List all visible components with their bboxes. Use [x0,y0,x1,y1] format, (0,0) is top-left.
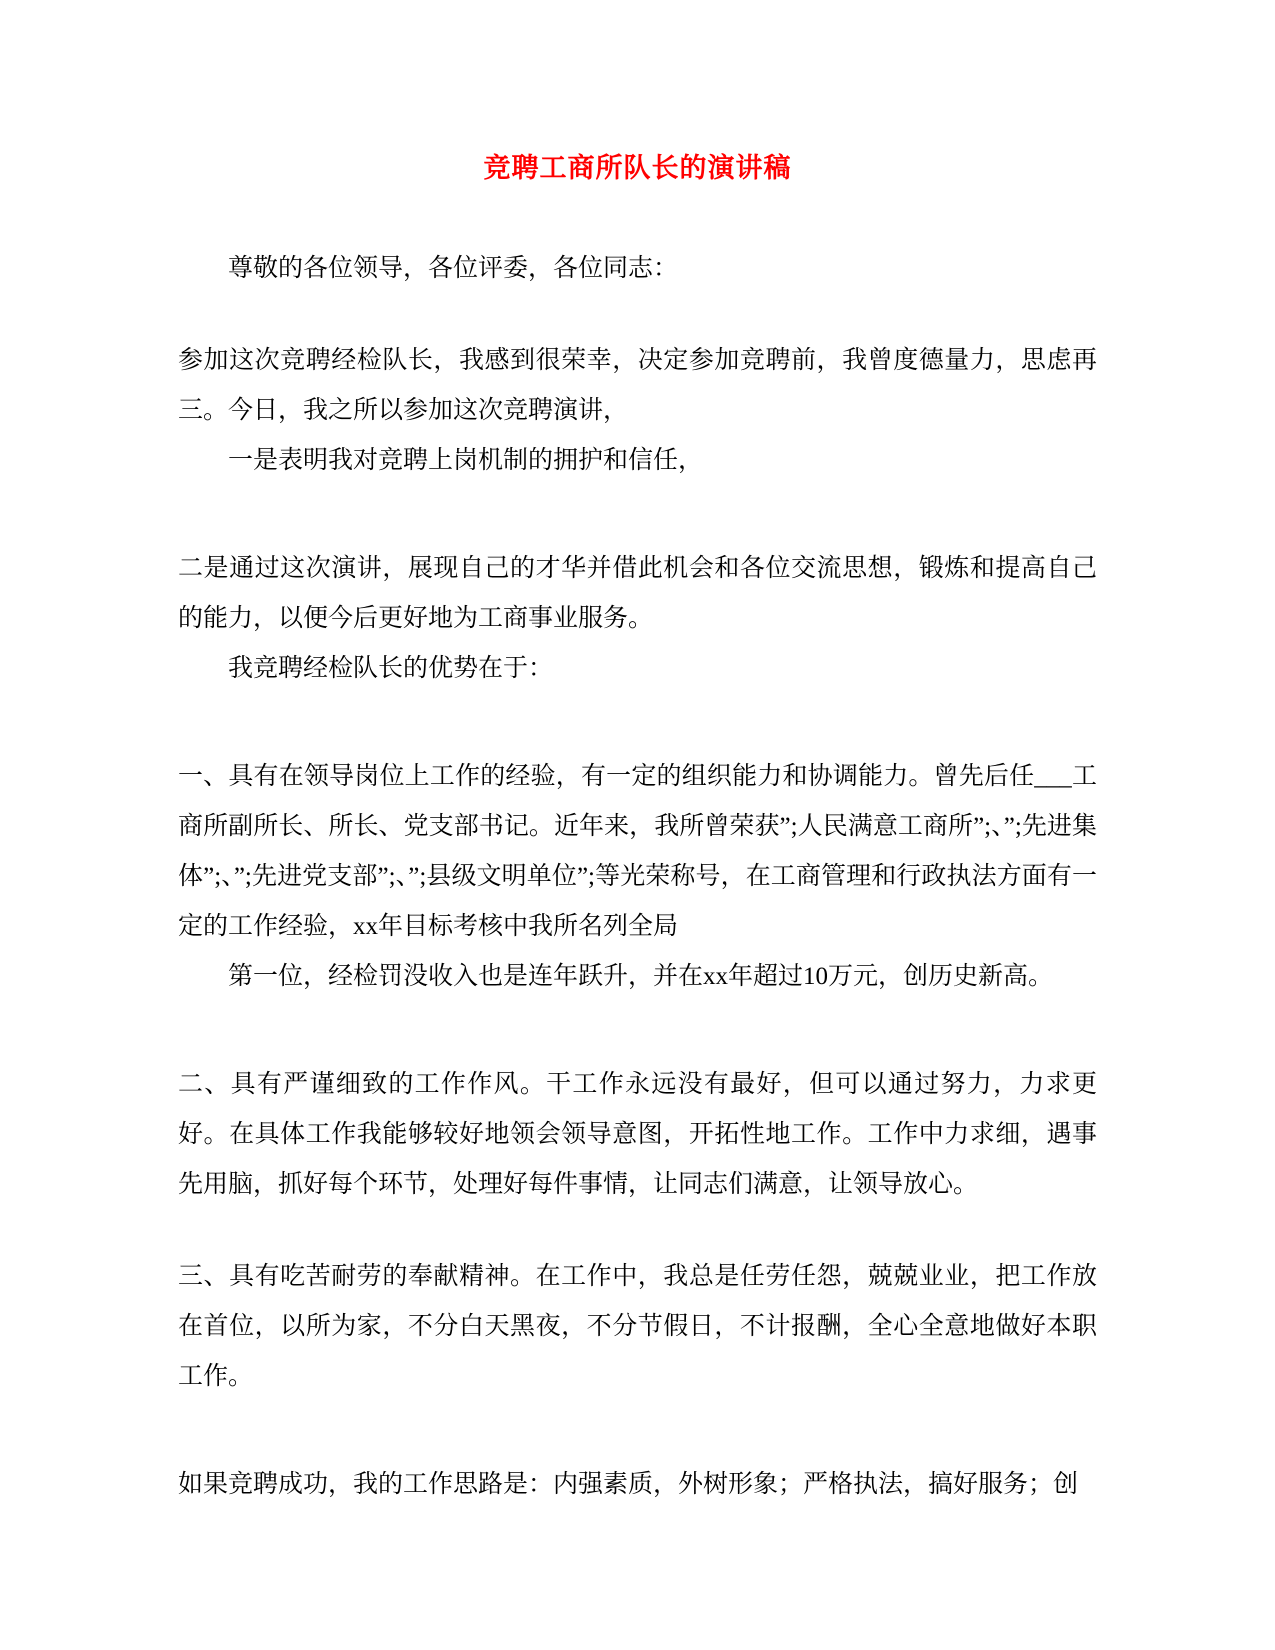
paragraph-5: 一、具有在领导岗位上工作的经验，有一定的组织能力和协调能力。曾先后任___工商所副所长、所长、党支部书记。近年来，我所曾荣获”;人民满意工商所”;、”;先进集体”;、”;先进党支部”;、”;县级文明单位”;等光荣称号，在工商管理和行政执法方面有一定的工作经验，xx年目标考核中我所名列全局 [178,762,1097,940]
spacer [178,722,1097,752]
spacer [178,1430,1097,1460]
paragraph-7: 二、具有严谨细致的工作作风。干工作永远没有最好，但可以通过努力，力求更好。在具体工作我能够较好地领会领导意图，开拓性地工作。工作中力求细，遇事先用脑，抓好每个环节，处理好每件事情，让同志们满意，让领导放心。 [178,1070,1097,1198]
spacer [178,1030,1097,1060]
spacer [178,1238,1097,1252]
paragraph-4: 我竞聘经检队长的优势在于： [228,654,554,682]
paragraph-9: 如果竞聘成功，我的工作思路是：内强素质，外树形象；严格执法，搞好服务；创 [178,1470,1079,1498]
paragraph-8: 三、具有吃苦耐劳的奉献精神。在工作中，我总是任劳任怨，兢兢业业，把工作放在首位，以所为家，不分白天黑夜，不分节假日，不计报酬，全心全意地做好本职工作。 [178,1262,1097,1390]
spacer [178,322,1097,336]
page-title: 竞聘工商所队长的演讲稿 [483,153,792,183]
paragraph-1: 参加这次竞聘经检队长，我感到很荣幸，决定参加竞聘前，我曾度德量力，思虑再三。今日，我之所以参加这次竞聘演讲， [178,346,1097,424]
paragraph-3: 二是通过这次演讲，展现自己的才华并借此机会和各位交流思想，锻炼和提高自己的能力，以便今后更好地为工商事业服务。 [178,554,1097,632]
paragraph-6: 第一位，经检罚没收入也是连年跃升，并在xx年超过10万元，创历史新高。 [228,962,1054,990]
spacer [178,514,1097,544]
paragraph-2: 一是表明我对竞聘上岗机制的拥护和信任， [228,446,704,474]
paragraph-salutation: 尊敬的各位领导，各位评委，各位同志： [228,254,679,282]
